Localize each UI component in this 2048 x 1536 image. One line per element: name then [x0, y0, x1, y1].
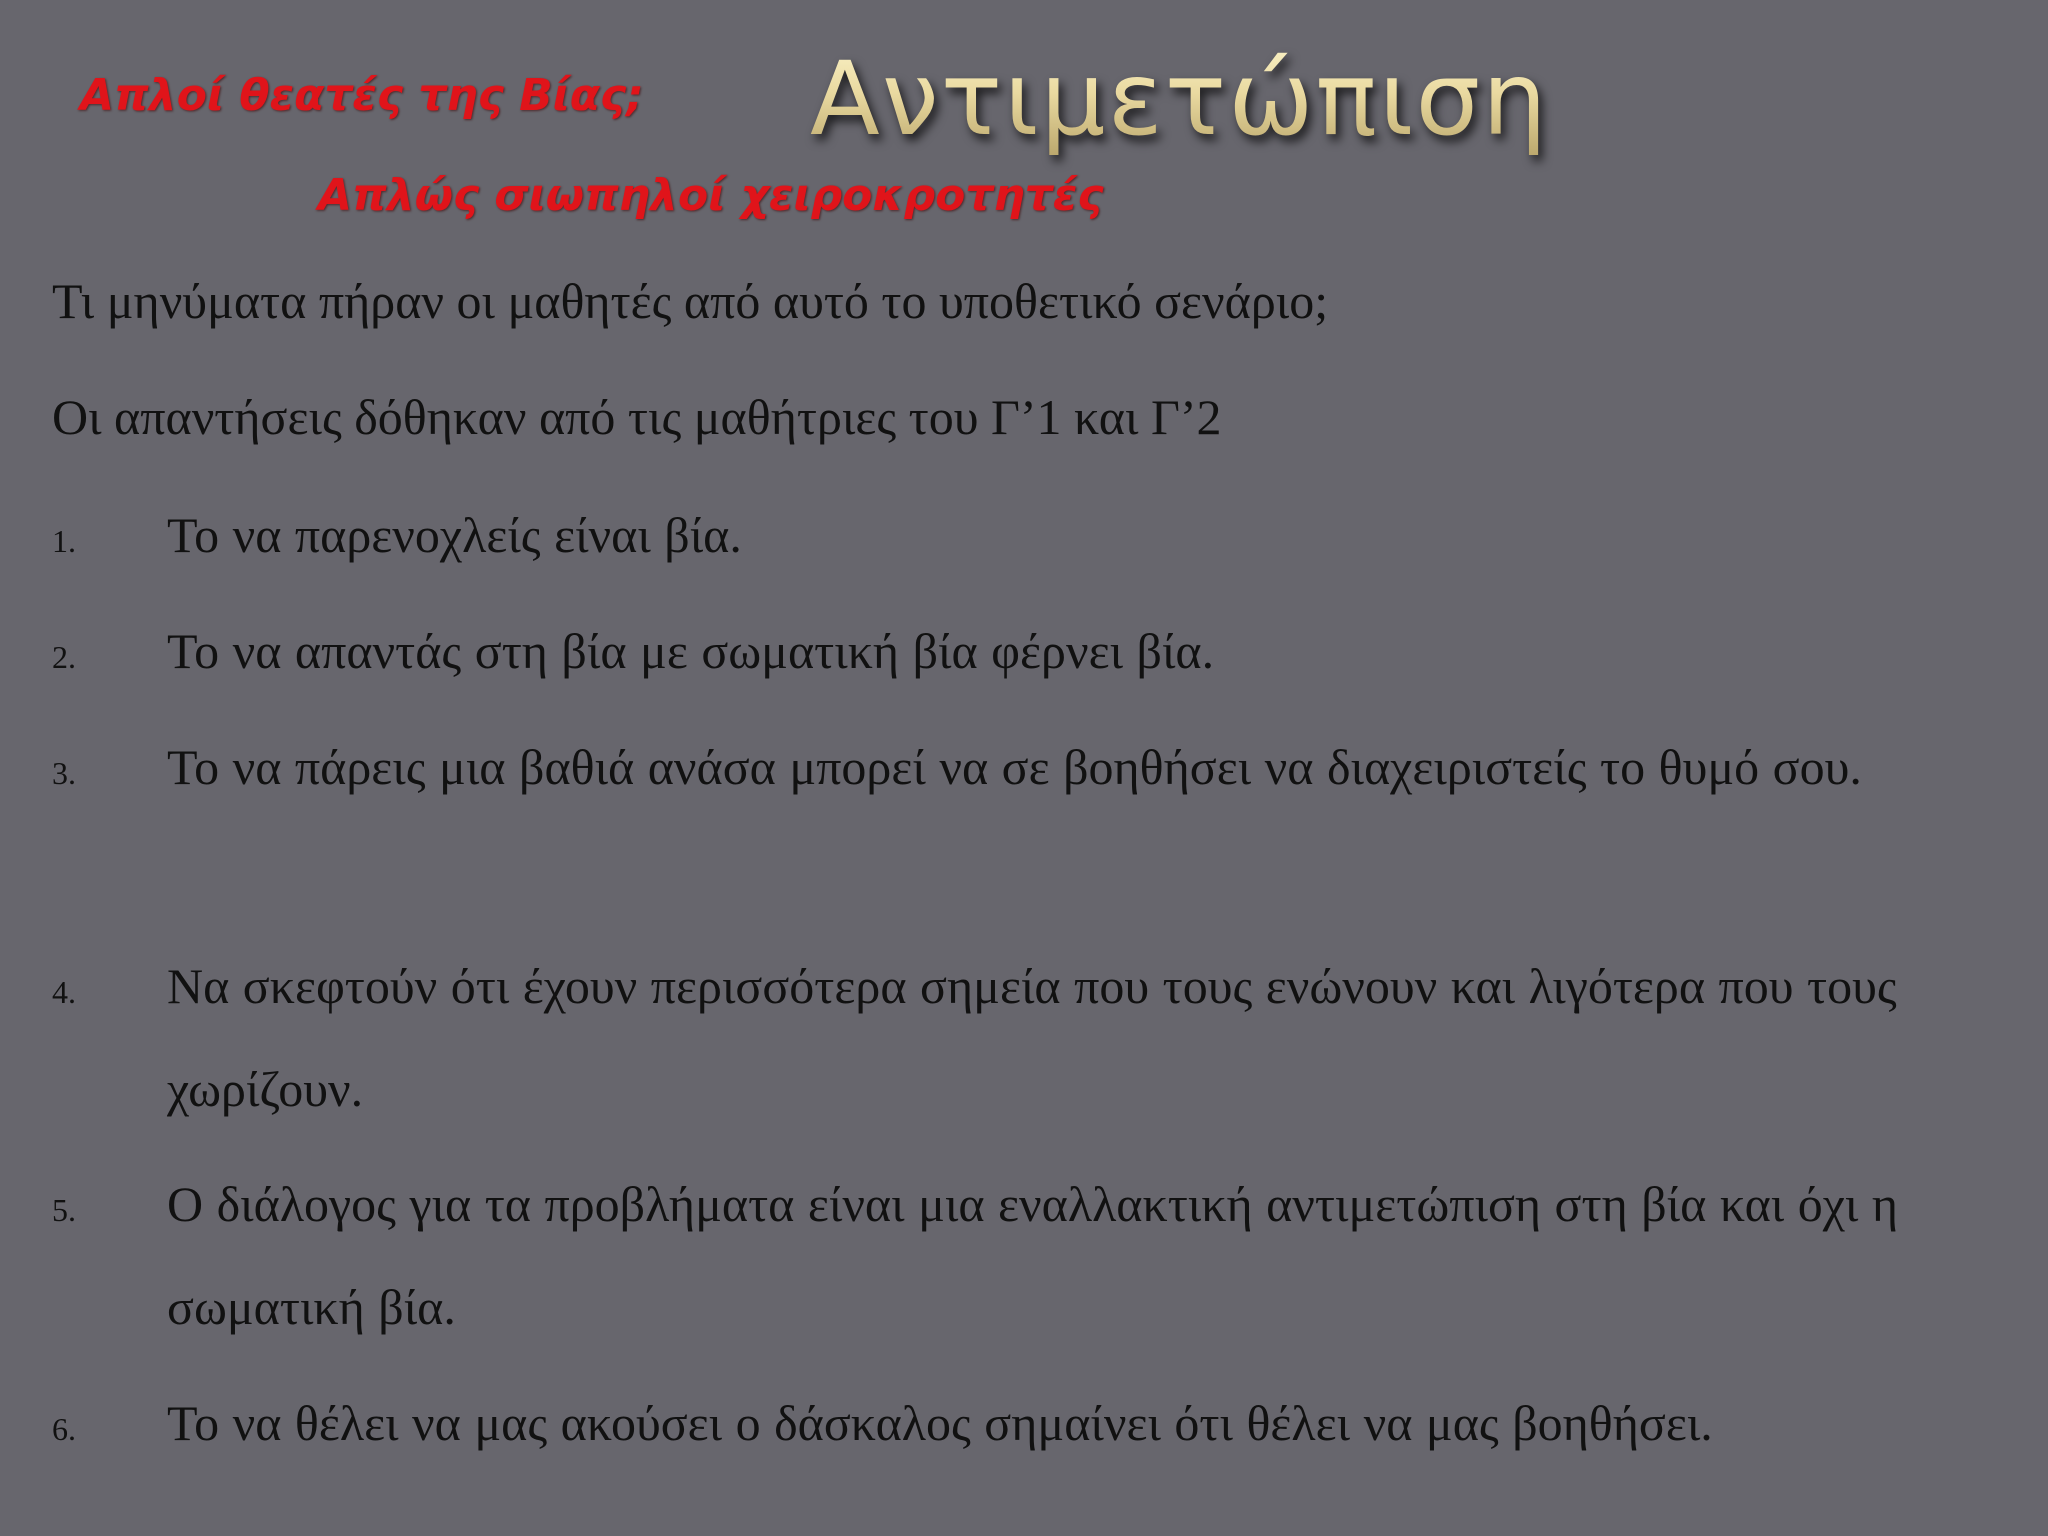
list-item-text: Να σκεφτούν ότι έχουν περισσότερα σημεία που τους ενώνουν και λιγότερα που τους χωρίζουν. — [167, 958, 1897, 1117]
list-item-text: Το να θέλει να μας ακούσει ο δάσκαλος σημαίνει ότι θέλει να μας βοηθήσει. — [167, 1395, 1713, 1451]
list-item-number: 1. — [52, 523, 76, 559]
list-item-number: 4. — [52, 974, 76, 1010]
list-item-text: Το να πάρεις μια βαθιά ανάσα μπορεί να σε βοηθήσει να διαχειριστείς το θυμό σου. — [167, 739, 1862, 795]
intro-question: Τι μηνύματα πήραν οι μαθητές από αυτό το υποθετικό σενάριο; — [52, 273, 1329, 329]
list-item-text: Ο διάλογος για τα προβλήματα είναι μια εναλλακτική αντιμετώπιση στη βία και όχι η σωματική βία. — [167, 1176, 1899, 1335]
subtitle-line-1: Απλοί θεατές της Βίας; — [80, 70, 644, 121]
list-item-number: 2. — [52, 639, 76, 675]
list-item-text: Το να απαντάς στη βία με σωματική βία φέρνει βία. — [167, 623, 1215, 679]
list-item-number: 6. — [52, 1411, 76, 1447]
list-item-number: 3. — [52, 755, 76, 791]
list-item-number: 5. — [52, 1192, 76, 1228]
list-item-text: Το να παρενοχλείς είναι βία. — [167, 507, 742, 563]
intro-note: Οι απαντήσεις δόθηκαν από τις μαθήτριες του Γ’1 και Γ’2 — [52, 389, 1222, 445]
slide-title: Αντιμετώπιση — [810, 40, 1549, 159]
subtitle-line-2: Απλώς σιωπηλοί χειροκροτητές — [318, 170, 1104, 221]
